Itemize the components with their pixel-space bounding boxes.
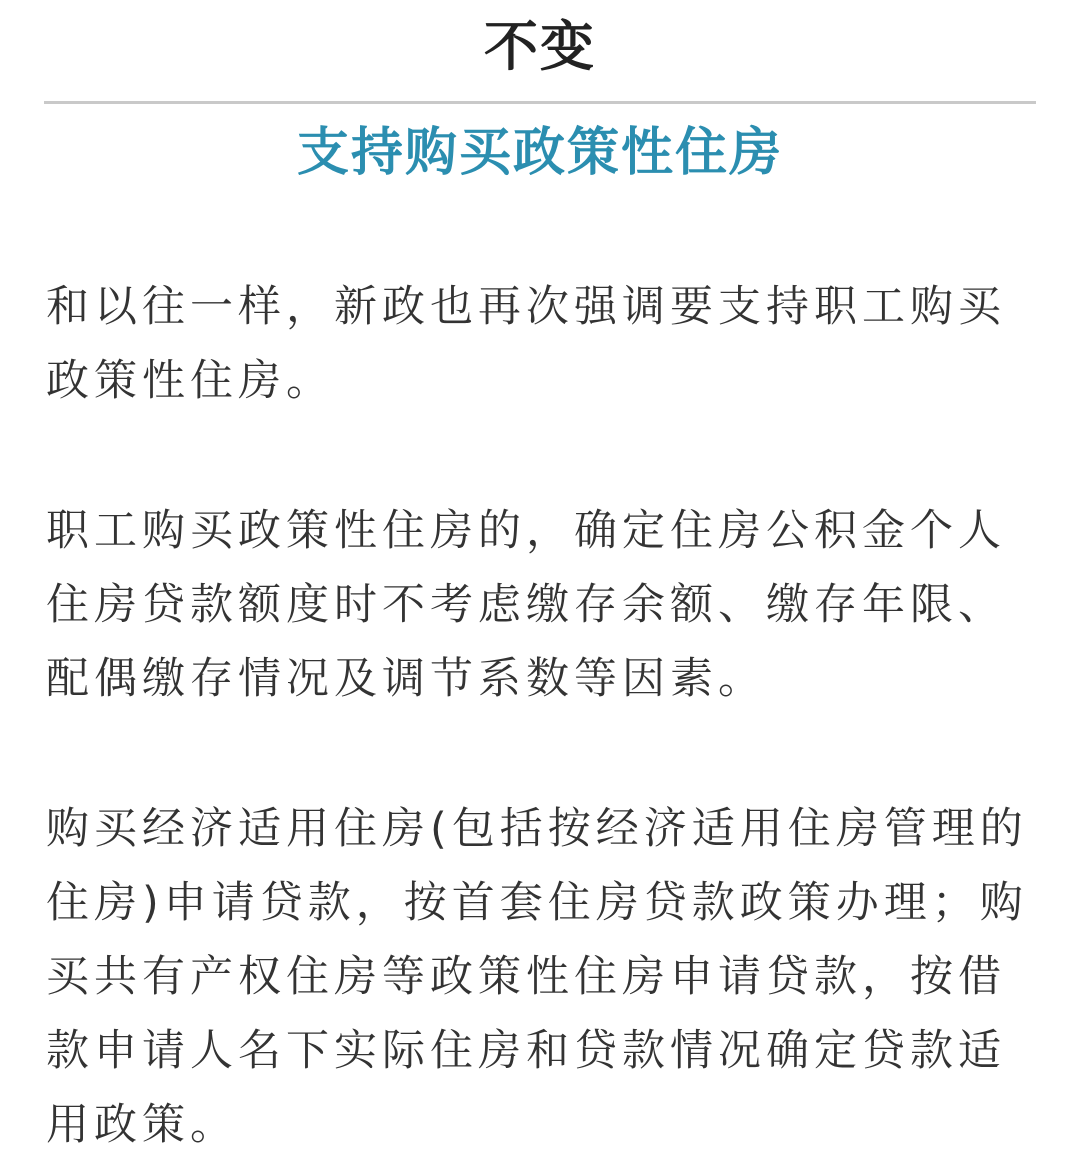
section-subheading: 支持购买政策性住房 bbox=[296, 123, 783, 183]
paragraph-2: 职工购买政策性住房的，确定住房公积金个人住房贷款额度时不考虑缴存余额、缴存年限、配偶缴存情况及调节系数等因素。 bbox=[46, 506, 1006, 704]
section-heading: 不变 bbox=[484, 15, 596, 78]
paragraph-1: 和以往一样，新政也再次强调要支持职工购买政策性住房。 bbox=[46, 282, 1006, 406]
divider-line bbox=[44, 101, 1036, 104]
paragraph-3: 购买经济适用住房(包括按经济适用住房管理的住房)申请贷款，按首套住房贷款政策办理；购买共有产权住房等政策性住房申请贷款，按借款申请人名下实际住房和贷款情况确定贷款适用政策。 bbox=[46, 804, 1028, 1150]
